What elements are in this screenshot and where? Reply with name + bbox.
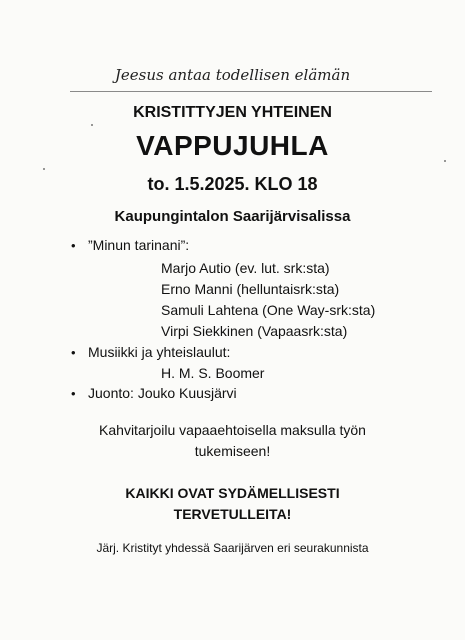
coffee-note-line: tukemiseen! [194, 443, 271, 459]
welcome-line: KAIKKI OVAT SYDÄMELLISESTI [125, 485, 340, 501]
program-heading-music: Musiikki ja yhteislaulut: [88, 344, 231, 360]
scan-speck [444, 160, 446, 162]
tagline: Jeesus antaa todellisen elämän [114, 66, 351, 84]
event-datetime: to. 1.5.2025. KLO 18 [147, 174, 318, 194]
speaker-item: Samuli Lahtena (One Way-srk:sta) [161, 302, 376, 318]
speaker-item: Virpi Siekkinen (Vapaasrk:sta) [161, 323, 348, 339]
program-heading-host: Juonto: Jouko Kuusjärvi [88, 385, 237, 401]
welcome-message [0, 483, 465, 525]
scan-speck [43, 168, 45, 170]
coffee-note-line: Kahvitarjoilu vapaaehtoisella maksulla työn [99, 422, 366, 438]
scan-speck [91, 124, 93, 126]
speaker-item: Marjo Autio (ev. lut. srk:sta) [161, 260, 330, 276]
bullet-icon: • [71, 386, 76, 401]
welcome-line: TERVETULLEITA! [173, 506, 292, 522]
program-heading-stories: ”Minun tarinani”: [88, 237, 190, 253]
bullet-icon: • [71, 238, 76, 253]
speaker-item: Erno Manni (helluntaisrk:sta) [161, 281, 340, 297]
organizer-heading: KRISTITTYJEN YHTEINEN [133, 104, 332, 121]
event-title: VAPPUJUHLA [136, 130, 329, 161]
divider-line [70, 91, 432, 92]
bullet-icon: • [71, 345, 76, 360]
organizer-footer: Järj. Kristityt yhdessä Saarijärven eri seurakunnista [96, 541, 369, 555]
event-venue: Kaupungintalon Saarijärvisalissa [114, 208, 351, 225]
performer-item: H. M. S. Boomer [161, 365, 265, 381]
